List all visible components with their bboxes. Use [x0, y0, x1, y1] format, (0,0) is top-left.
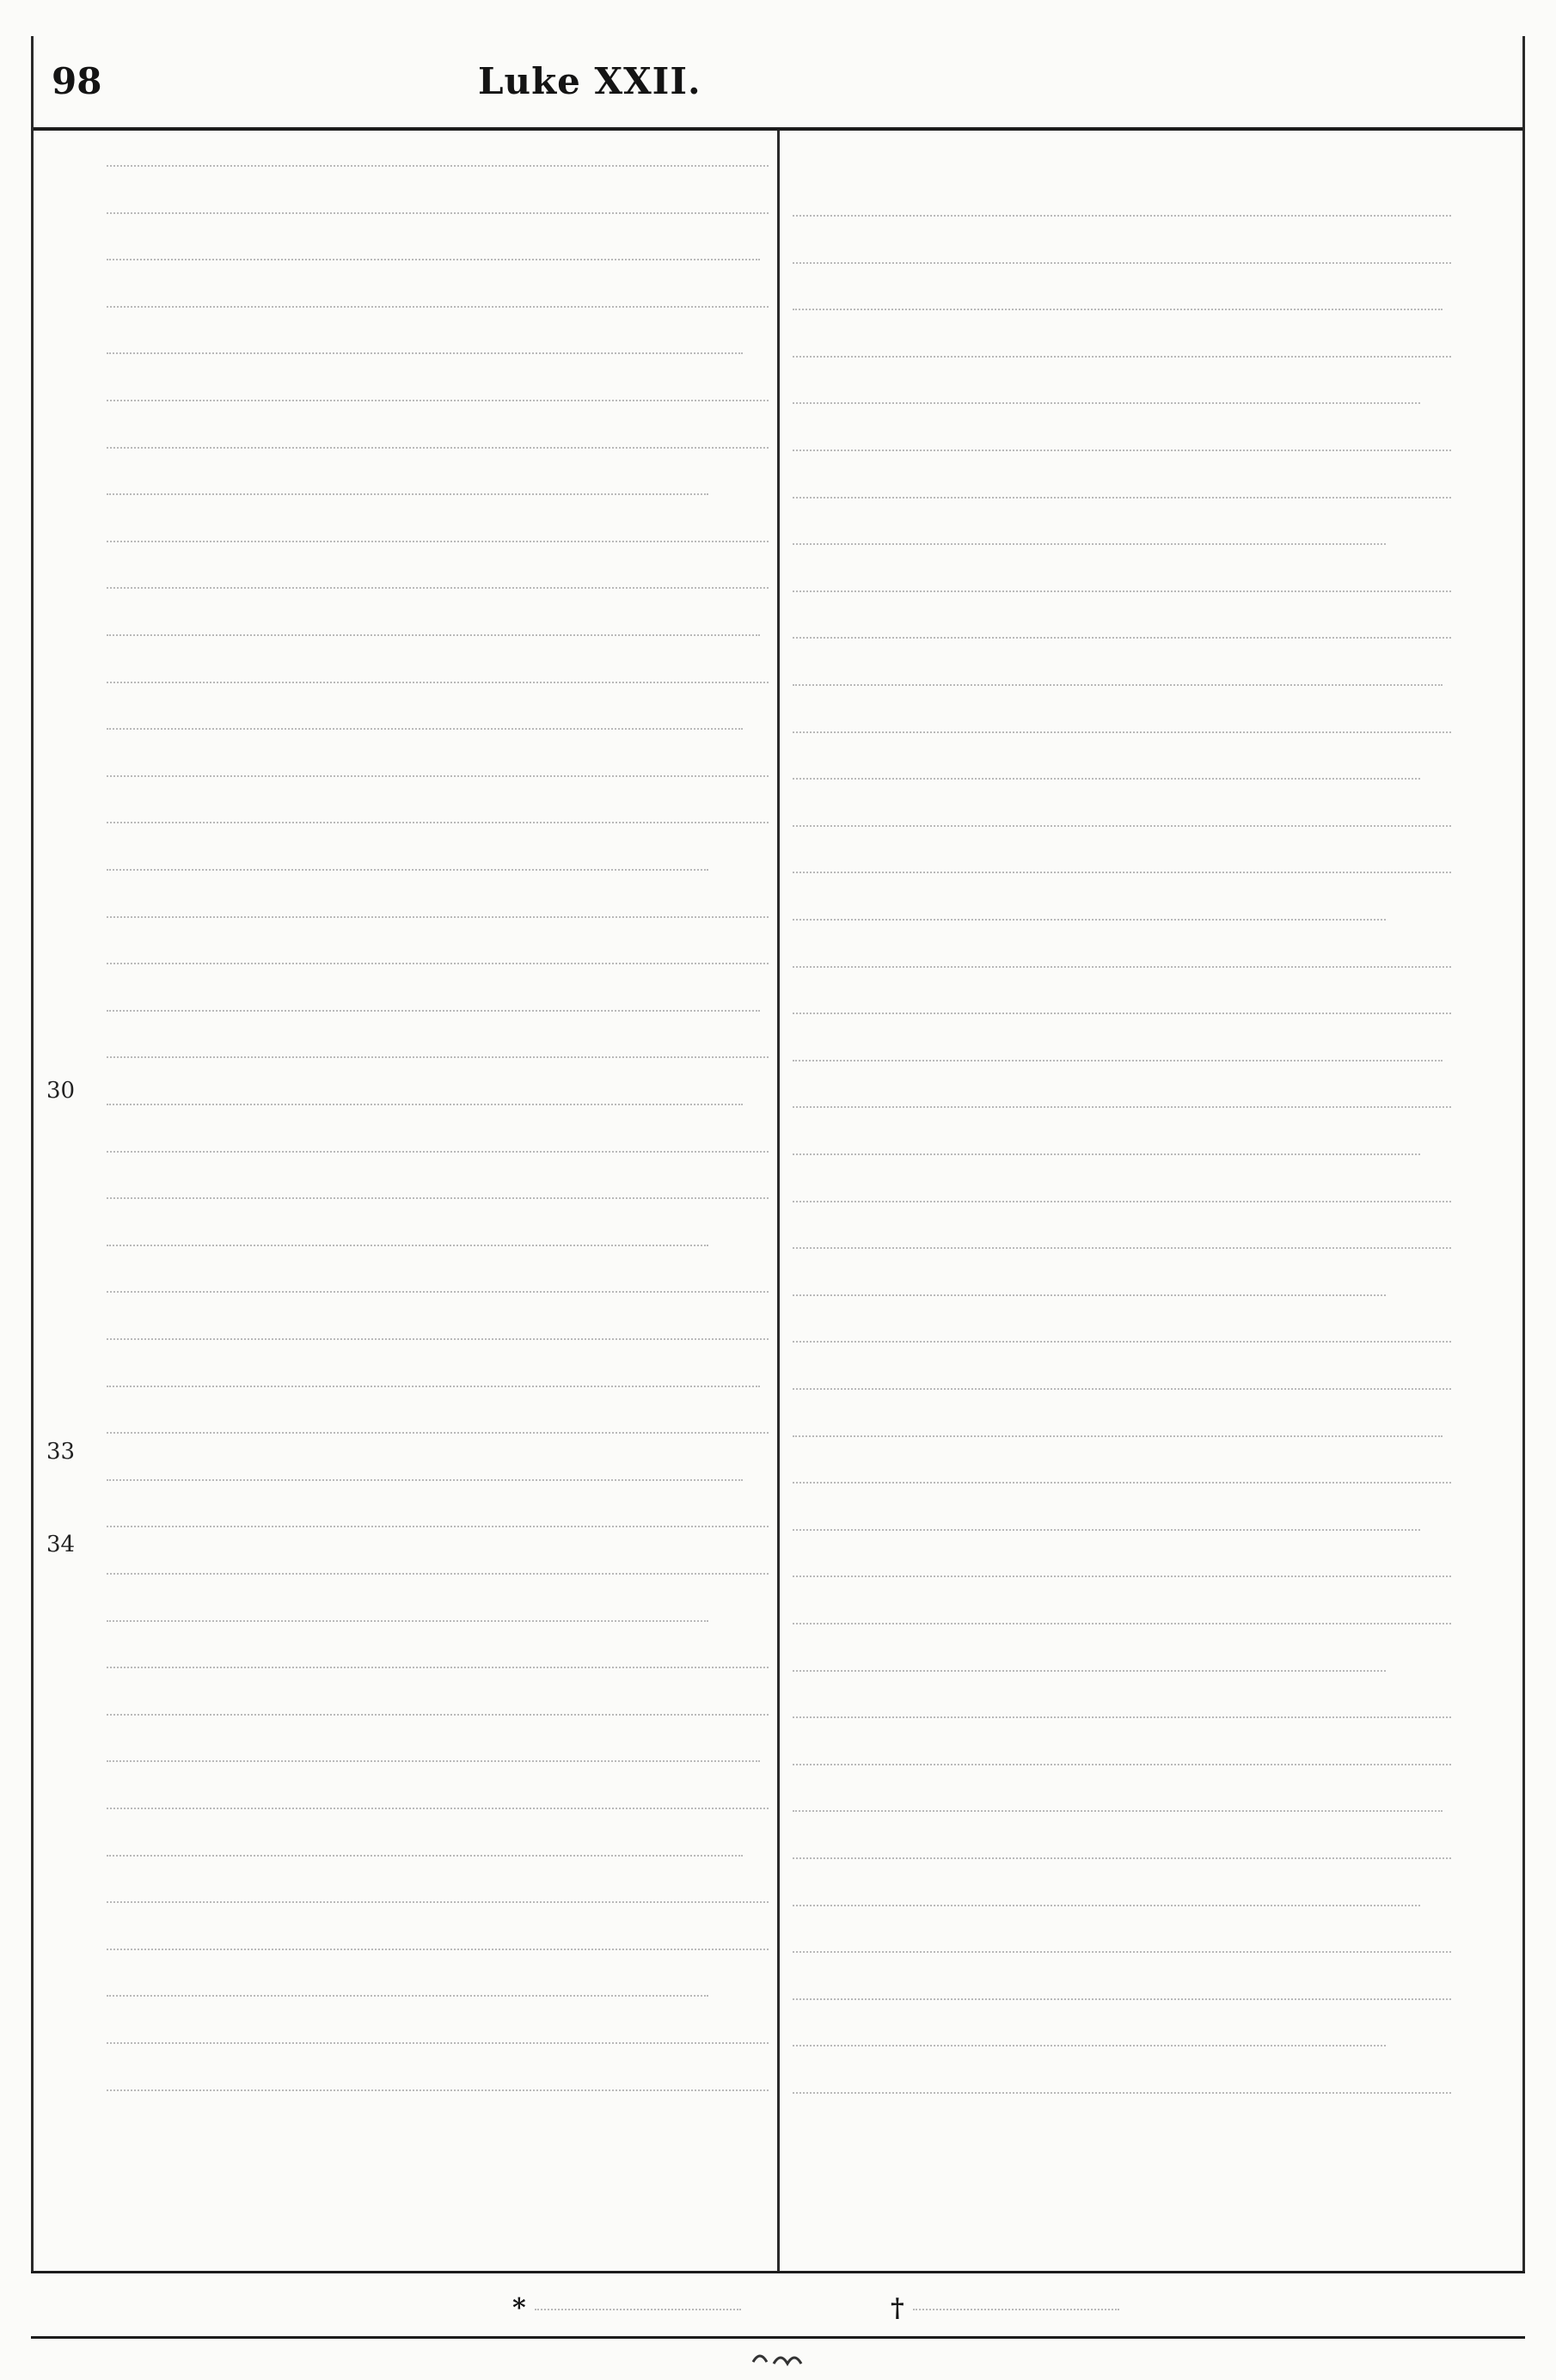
text-line	[107, 1949, 769, 1973]
text-line	[107, 1808, 769, 1832]
verse-number: 33	[46, 1439, 76, 1465]
text-line	[793, 1435, 1443, 1459]
text-line	[107, 1526, 769, 1550]
verse-number: 34	[46, 1532, 76, 1557]
text-line	[107, 1338, 769, 1362]
text-line	[107, 682, 769, 706]
text-line	[793, 1623, 1451, 1647]
text-line	[793, 215, 1451, 239]
text-line	[793, 450, 1451, 474]
left-verse-margin	[41, 146, 101, 2132]
footnote-rule	[31, 2271, 1525, 2273]
text-line	[107, 1714, 769, 1738]
footnote-text	[913, 2309, 1119, 2310]
text-line	[793, 543, 1386, 567]
text-line	[793, 1201, 1451, 1225]
text-line	[107, 306, 769, 330]
text-line	[793, 919, 1386, 943]
text-line	[107, 352, 743, 376]
text-line	[793, 1998, 1451, 2022]
text-line	[793, 1857, 1451, 1881]
text-line	[793, 1764, 1451, 1788]
bottom-rule	[31, 2336, 1525, 2339]
text-line	[107, 1245, 708, 1269]
running-title: Luke XXII.	[478, 60, 701, 102]
text-line	[793, 497, 1451, 521]
text-line	[793, 356, 1451, 380]
text-line	[107, 541, 769, 565]
text-line	[107, 1432, 769, 1456]
text-line	[107, 1995, 708, 2019]
text-line	[107, 259, 760, 283]
text-line	[107, 400, 769, 424]
text-line	[793, 1341, 1451, 1365]
column-divider	[777, 131, 780, 2271]
text-line	[107, 822, 769, 846]
text-line	[793, 2045, 1386, 2069]
text-line	[107, 869, 708, 893]
text-line	[793, 637, 1451, 661]
left-text-column	[41, 146, 769, 2132]
text-line	[793, 966, 1451, 990]
footnotes	[31, 2285, 1525, 2333]
right-text-column	[787, 146, 1516, 2132]
footnote-marker: †	[891, 2293, 904, 2323]
text-line	[793, 684, 1443, 708]
text-line	[107, 1291, 769, 1315]
text-line	[793, 1153, 1420, 1178]
text-line	[793, 872, 1451, 896]
text-line	[793, 1529, 1420, 1553]
text-line	[107, 587, 769, 611]
text-line	[107, 447, 769, 471]
text-line	[107, 634, 760, 658]
text-line	[107, 916, 769, 940]
text-line	[107, 1056, 769, 1080]
text-line	[107, 1573, 769, 1597]
text-line	[107, 493, 708, 517]
text-line	[107, 1760, 760, 1784]
text-line	[107, 212, 769, 236]
text-line	[793, 590, 1451, 615]
text-line	[107, 1620, 708, 1644]
text-line	[793, 1670, 1386, 1694]
text-line	[793, 731, 1451, 756]
text-line	[793, 1951, 1451, 1975]
text-line	[793, 262, 1451, 286]
text-line	[793, 2092, 1451, 2116]
text-line	[107, 2089, 769, 2114]
page-header	[31, 36, 1525, 122]
text-line	[107, 1010, 760, 1034]
chapter-heading	[793, 146, 1451, 198]
text-line	[107, 1197, 769, 1221]
text-line	[793, 1482, 1451, 1506]
footnote-marker: *	[512, 2293, 526, 2323]
text-line	[793, 1716, 1451, 1741]
text-line	[107, 1151, 769, 1175]
text-line	[793, 1013, 1451, 1037]
text-line	[793, 1905, 1420, 1929]
text-line	[107, 165, 769, 189]
text-line	[107, 1386, 760, 1410]
text-line	[107, 1901, 769, 1925]
text-line	[793, 1388, 1451, 1412]
text-line	[793, 778, 1420, 802]
text-line	[107, 1104, 743, 1128]
text-line	[793, 825, 1451, 849]
text-line	[793, 1060, 1443, 1084]
text-line	[793, 309, 1443, 333]
left-border-rule	[31, 36, 34, 2271]
text-line	[793, 1810, 1443, 1834]
printers-signature-mark	[748, 2345, 808, 2371]
text-line	[793, 1106, 1451, 1130]
text-line	[107, 1479, 743, 1503]
text-line	[793, 1247, 1451, 1271]
text-line	[107, 728, 743, 752]
text-line	[107, 1667, 769, 1691]
right-border-rule	[1522, 36, 1525, 2271]
footnote-text	[535, 2309, 741, 2310]
text-line	[793, 402, 1420, 426]
text-line	[107, 775, 769, 799]
text-line	[107, 963, 769, 987]
verse-number: 30	[46, 1078, 76, 1104]
text-line	[107, 1855, 743, 1879]
page-number: 98	[52, 60, 102, 102]
text-line	[107, 2042, 769, 2066]
footnote	[891, 2293, 1119, 2328]
text-line	[793, 1294, 1386, 1318]
text-line	[793, 1575, 1451, 1600]
footnote	[512, 2293, 741, 2328]
